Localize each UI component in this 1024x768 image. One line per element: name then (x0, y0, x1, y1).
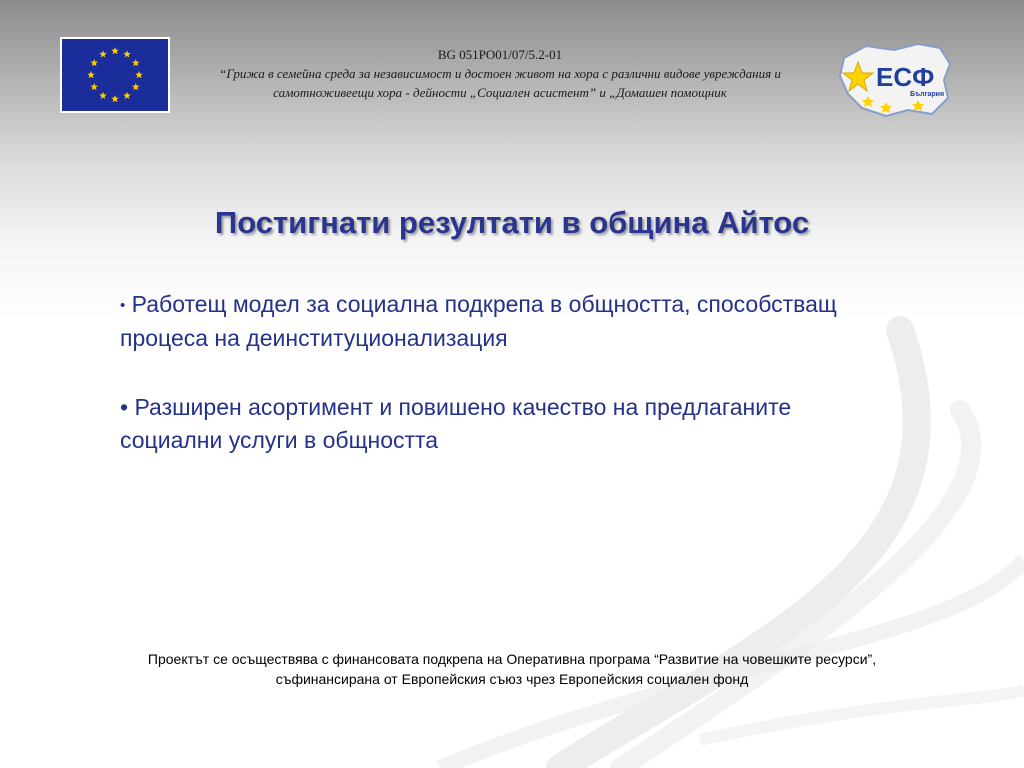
bullet-item (120, 391, 880, 457)
esf-logo-subtext: България (910, 91, 945, 98)
footer-line-2: съфинансирана от Европейския съюз чрез Европейския социален фонд (275, 671, 749, 687)
bullet-marker: • (120, 297, 126, 314)
footer-line-1: Проектът се осъществява с финансовата подкрепа на Оперативна програма “Развитие на човешките ресурси”, (147, 651, 877, 667)
footer-funding-note (0, 649, 1024, 689)
eu-flag-icon (62, 39, 168, 111)
bullet-text: Разширен асортимент и повишено качество на предлаганите социални услуги в общността (120, 394, 792, 453)
slide-title: Постигнати резултати в община Айтос (214, 205, 810, 240)
project-title: “Грижа в семейна среда за независимост и достоен живот на хора с различни видове увреждания и самотноживеещи хора - дейности „Социален асистент” и „Домашен помощник (219, 66, 781, 100)
project-header (190, 45, 810, 102)
eu-flag (60, 37, 170, 113)
esf-logo-text: ЕСФ (876, 62, 935, 92)
bullet-marker: • (120, 394, 129, 420)
bullet-item (120, 288, 880, 355)
project-code: BG 051PO01/07/5.2-01 (437, 47, 563, 62)
esf-logo-icon (836, 40, 956, 120)
bullet-text: Работещ модел за социална подкрепа в общността, способстващ процеса на деинституционализация (120, 291, 837, 351)
bullet-list (120, 288, 880, 493)
